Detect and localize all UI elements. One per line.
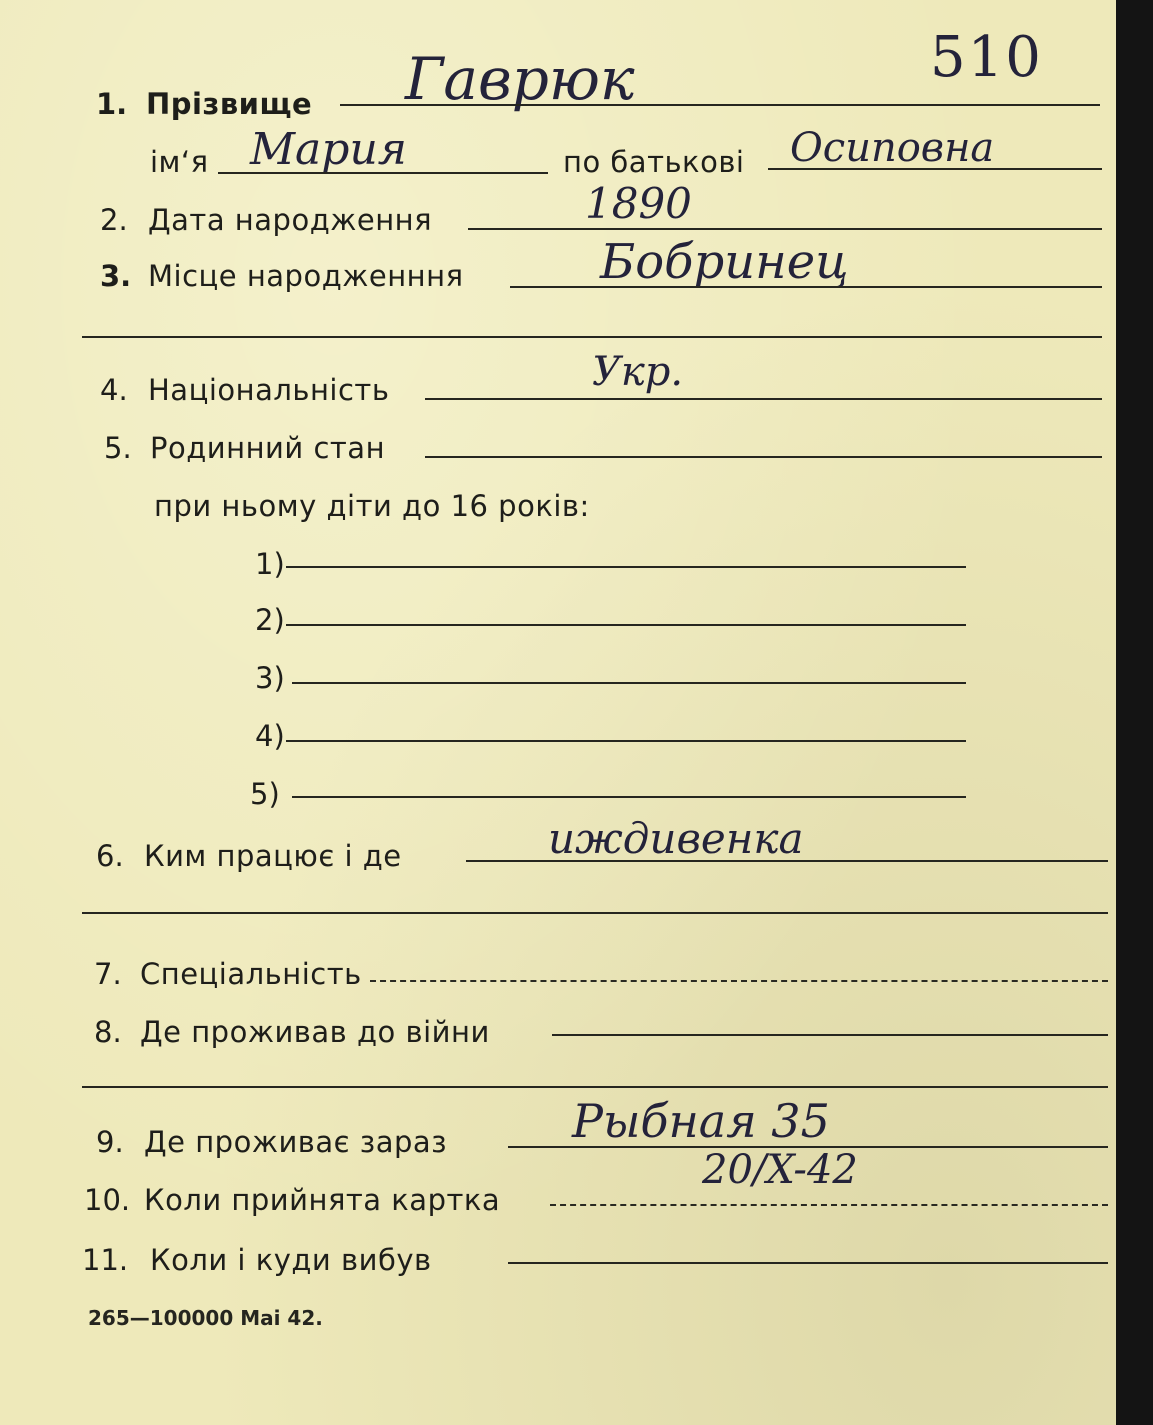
field-6-number: 6. bbox=[96, 839, 124, 873]
children-label: при ньому діти до 16 років: bbox=[154, 489, 590, 523]
departure-label: Коли і куди вибув bbox=[150, 1243, 432, 1277]
patronymic-line bbox=[768, 168, 1102, 170]
surname-label: Прізвище bbox=[146, 87, 313, 121]
field-7-number: 7. bbox=[94, 957, 122, 991]
field-10-number: 10. bbox=[84, 1183, 131, 1217]
nationality-value[interactable]: Укр. bbox=[592, 349, 684, 395]
child-4-number: 4) bbox=[255, 719, 285, 753]
name-value[interactable]: Мария bbox=[250, 124, 407, 175]
surname-value[interactable]: Гаврюк bbox=[405, 45, 635, 113]
name-line bbox=[218, 172, 548, 174]
field-8-number: 8. bbox=[94, 1015, 122, 1049]
nationality-line bbox=[425, 398, 1102, 400]
prewar-residence-line bbox=[552, 1034, 1108, 1036]
birth-place-label: Місце народженння bbox=[148, 259, 464, 293]
card-accepted-label: Коли прийнята картка bbox=[144, 1183, 501, 1217]
corner-number: 510 bbox=[930, 25, 1043, 90]
field-1-number: 1. bbox=[96, 87, 128, 121]
specialty-label: Спеціальність bbox=[140, 957, 362, 991]
family-status-line bbox=[425, 456, 1102, 458]
patronymic-value[interactable]: Осиповна bbox=[790, 125, 995, 171]
family-status-label: Родинний стан bbox=[150, 431, 386, 465]
field-3-number: 3. bbox=[100, 259, 132, 293]
scan-background-edge bbox=[1116, 0, 1153, 1425]
surname-line bbox=[340, 104, 1100, 106]
birth-place-value[interactable]: Бобринец bbox=[600, 234, 849, 290]
printer-imprint: 265—100000 Mai 42. bbox=[88, 1306, 323, 1330]
prewar-residence-line-2 bbox=[82, 1086, 1108, 1088]
child-5-number: 5) bbox=[250, 777, 280, 811]
employment-line bbox=[466, 860, 1108, 862]
field-4-number: 4. bbox=[100, 373, 128, 407]
child-4-line bbox=[286, 740, 966, 742]
birth-place-line bbox=[510, 286, 1102, 288]
patronymic-label: по батькові bbox=[563, 145, 745, 179]
child-2-number: 2) bbox=[255, 603, 285, 637]
field-11-number: 11. bbox=[82, 1243, 129, 1277]
child-2-line bbox=[286, 624, 966, 626]
child-1-line bbox=[286, 566, 966, 568]
current-residence-label: Де проживає зараз bbox=[144, 1125, 448, 1159]
departure-line bbox=[508, 1262, 1108, 1264]
employment-value[interactable]: иждивенка bbox=[548, 814, 804, 863]
name-label: ім‘я bbox=[150, 145, 209, 179]
specialty-line bbox=[370, 980, 1108, 982]
current-residence-value[interactable]: Рыбная 35 bbox=[572, 1094, 830, 1148]
nationality-label: Національність bbox=[148, 373, 390, 407]
employment-line-2 bbox=[82, 912, 1108, 914]
prewar-residence-label: Де проживав до війни bbox=[140, 1015, 490, 1049]
child-5-line bbox=[292, 796, 966, 798]
child-3-line bbox=[292, 682, 966, 684]
field-9-number: 9. bbox=[96, 1125, 124, 1159]
child-1-number: 1) bbox=[255, 547, 285, 581]
birth-date-line bbox=[468, 228, 1102, 230]
field-2-number: 2. bbox=[100, 203, 128, 237]
birth-date-value[interactable]: 1890 bbox=[585, 179, 692, 228]
field-5-number: 5. bbox=[104, 431, 132, 465]
birth-date-label: Дата народження bbox=[148, 203, 433, 237]
employment-label: Ким працює і де bbox=[144, 839, 402, 873]
child-3-number: 3) bbox=[255, 661, 285, 695]
card-accepted-line bbox=[550, 1204, 1108, 1206]
birth-place-line-2 bbox=[82, 336, 1102, 338]
card-accepted-value[interactable]: 20/X-42 bbox=[702, 1147, 858, 1193]
